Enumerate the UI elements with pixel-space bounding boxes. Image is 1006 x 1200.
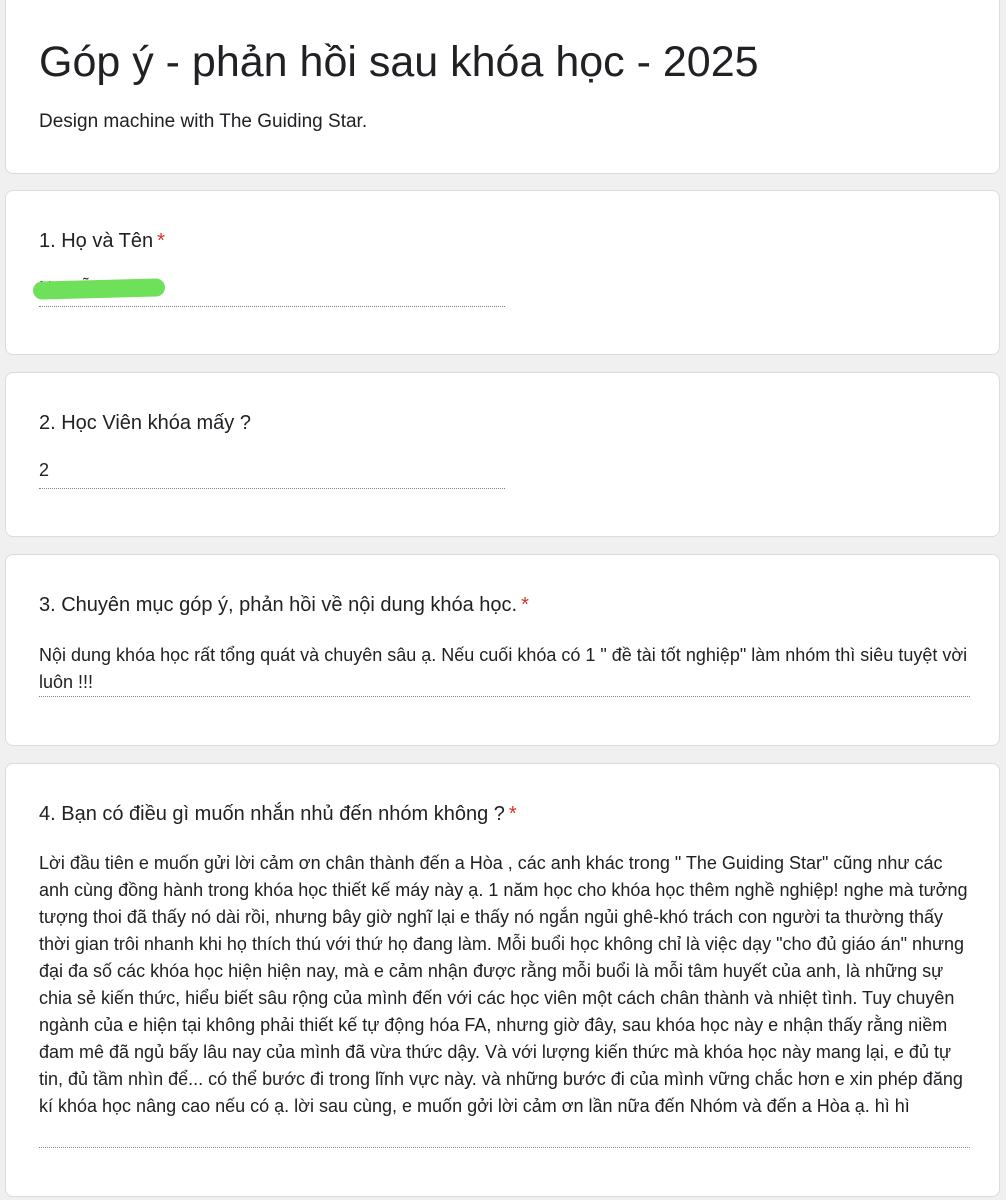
redaction-mark xyxy=(33,278,165,299)
feedback-answer-field[interactable]: Nội dung khóa học rất tổng quát và chuyên sâu ạ. Nếu cuối khóa có 1 " đề tài tốt nghiệp" làm nhóm thì siêu tuyệt vời luôn !!! xyxy=(39,645,968,692)
question-card-feedback xyxy=(5,554,1000,746)
question-label-message xyxy=(39,801,517,827)
answer-underline xyxy=(39,1147,970,1148)
question-text: 1. Họ và Tên xyxy=(39,230,154,252)
answer-underline xyxy=(39,306,505,307)
question-label-name xyxy=(39,228,165,254)
message-answer-field[interactable]: Lời đầu tiên e muốn gửi lời cảm ơn chân thành đến a Hòa , các anh khác trong " The Guiding Star" cũng như các anh cùng đồng hành trong khóa học thiết kế máy này ạ. 1 năm học cho khóa học thêm nghề nghiệp! nghe mà tưởng tượng thoi đã thấy nó dài rồi, nhưng bây giờ nghĩ lại e thấy nó ngắn ngủi ghê-khó trách con người ta thường thấy thời gian trôi nhanh khi họ thích thú với thứ họ đang làm. Mỗi buổi học không chỉ là việc dạy "cho đủ giáo án" nhưng đại đa số các khóa học hiện hiện nay, mà e cảm nhận được rằng mỗi buổi là mỗi tâm huyết của anh, là những sự chia sẻ kiến thức, hiểu biết sâu rộng của mình đến với các học viên một cách chân thành và nhiệt tình. Tuy chuyên ngành của e hiện tại không phải thiết kế tự động hóa FA, nhưng giờ đây, sau khóa học này e nhận thấy rằng niềm đam mê đã ngủ bấy lâu nay của mình đã vừa thức dậy. Và với lượng kiến thức mà khóa học này mang lại, e đủ tự tin, đủ tầm nhìn để... có thể bước đi trong lĩnh vực này. và những bước đi của mình vững chắc hơn e xin phép đăng kí khóa học nâng cao nếu có ạ. lời sau cùng, e muốn gởi lời cảm ơn lần nữa đến Nhóm và đến a Hòa ạ. hì hì xyxy=(39,853,968,1116)
required-asterisk: * xyxy=(157,230,165,252)
question-card-message xyxy=(5,763,1000,1197)
question-label-feedback xyxy=(39,592,529,618)
question-card-course xyxy=(5,372,1000,537)
course-answer-field[interactable]: 2 xyxy=(39,460,50,480)
form-title: Góp ý - phản hồi sau khóa học - 2025 xyxy=(39,38,759,86)
form-header-card xyxy=(5,0,1000,174)
required-asterisk: * xyxy=(508,803,517,825)
question-label-course: 2. Học Viên khóa mấy ? xyxy=(39,412,251,434)
question-card-name xyxy=(5,190,1000,355)
question-text: 4. Bạn có điều gì muốn nhắn nhủ đến nhóm không ? xyxy=(39,803,505,825)
answer-underline xyxy=(39,696,970,697)
form-description: Design machine with The Guiding Star. xyxy=(39,111,368,132)
required-asterisk: * xyxy=(521,594,529,616)
question-text: 3. Chuyên mục góp ý, phản hồi về nội dung khóa học. xyxy=(39,594,518,616)
answer-underline xyxy=(39,488,505,489)
